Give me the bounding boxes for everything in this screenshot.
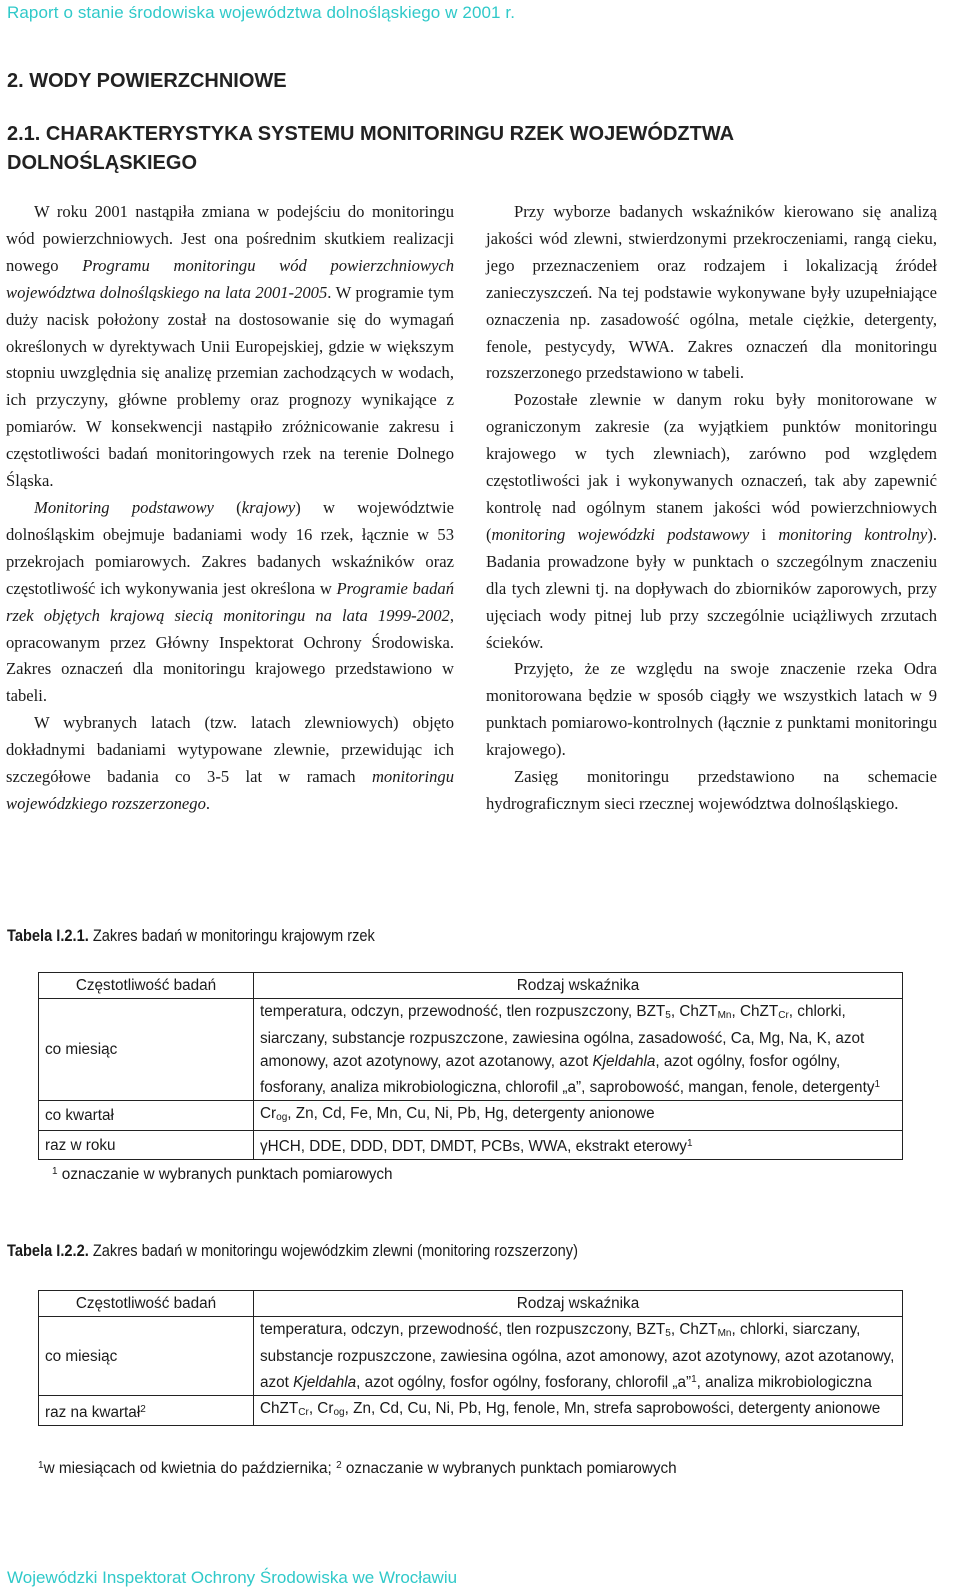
table-row — [39, 999, 903, 1101]
table1-caption: Tabela I.2.1. Zakres badań w monitoringu krajowym rzek — [7, 926, 375, 945]
column-header-frequency: Częstotliwość badań — [39, 973, 254, 999]
table-row — [39, 1396, 903, 1426]
indicator-cell: ChZT$_{Cr}$, $Cr_{og}$, Zn, Cd, Cu, Ni, Pb, Hg, fenole, Mn, strefa saprobowości, detergenty anionowe — [254, 1396, 903, 1426]
left-text-column — [6, 199, 454, 818]
column-header-indicator: Rodzaj wskaźnika — [254, 1291, 903, 1317]
table-row — [39, 1317, 903, 1396]
paragraph: Zasięg monitoringu przedstawiono na schemacie hydrograficznym sieci rzecznej województwa dolnośląskiego. — [486, 767, 937, 813]
running-header: Raport o stanie środowiska województwa dolnośląskiego w 2001 r. — [7, 3, 516, 22]
paragraph: Przyjęto, że ze względu na swoje znaczenie rzeka Odra monitorowana będzie w sposób ciągły we wszystkich latach w 9 punktach pomiarowo-kontrolnych (łącznie z punktami monitoringu krajowego). — [486, 659, 937, 760]
section-title: 2.1. CHARAKTERYSTYKA SYSTEMU MONITORINGU RZEK WOJEWÓDZTWA DOLNOŚLĄSKIEGO — [7, 123, 734, 174]
table-header-row — [39, 973, 903, 999]
indicator-cell: γHCH, DDE, DDD, DDT, DMDT, PCBs, WWA, ekstrakt eterowy$^1$ — [254, 1131, 903, 1160]
chapter-title: 2. WODY POWIERZCHNIOWE — [7, 70, 287, 92]
paragraph: Pozostałe zlewnie w danym roku były monitorowane w ograniczonym zakresie (za wyjątkiem punktów monitoringu krajowego w tych zlewniach), zarówno pod względem częstotliwości jak i wykonywanych oznaczeń, tak aby zapewnić kontrolę nad ogólnym stanem jakości wód powierzchniowych (monitoring wojewódzki podstawowy i monitoring kontrolny). Badania prowadzone były w punktach o szczególnym znaczeniu dla tych zlewni tj. na dopływach do zbiorników zaporowych, przy ujęciach wody pitnej lub przy szczególnie uciążliwych zrzutach ścieków. — [486, 390, 937, 652]
table-header-row — [39, 1291, 903, 1317]
column-header-frequency: Częstotliwość badań — [39, 1291, 254, 1317]
right-text-column — [486, 199, 937, 818]
indicator-cell: temperatura, odczyn, przewodność, tlen rozpuszczony, $BZT_5$, ChZT$_{Mn}$, ChZT$_{Cr}$, chlorki, siarczany, substancje rozpuszczone, zawiesina ogólna, zasadowość, Ca, Mg, Na, K, azot amonowy, azot azotynowy, azot azotanowy, azot Kjeldahla, azot ogólny, fosfor ogólny, fosforany, analiza mikrobiologiczna, chlorofil „a”, saprobowość, mangan, fenole, detergenty$^1$ — [254, 999, 903, 1101]
table-row — [39, 1101, 903, 1131]
frequency-cell: co miesiąc — [39, 1317, 254, 1396]
table-row — [39, 1131, 903, 1160]
indicator-cell: $Cr_{og}$, Zn, Cd, Fe, Mn, Cu, Ni, Pb, Hg, detergenty anionowe — [254, 1101, 903, 1131]
table2-footnote: $^1$w miesiącach od kwietnia do października; $^2$ oznaczanie w wybranych punktach pomiarowych — [38, 1460, 677, 1477]
paragraph: Przy wyborze badanych wskaźników kierowano się analizą jakości wód zlewni, stwierdzonymi przekroczeniami, rangą cieku, jego przeznaczeniem oraz rodzajem i lokalizacją źródeł zanieczyszczeń. Na tej podstawie wykonywane były uzupełniające oznaczenia np. zasadowość ogólna, metale ciężkie, detergenty, fenole, pestycydy, WWA. Zakres oznaczeń dla monitoringu rozszerzonego przedstawiono w tabeli. — [486, 202, 937, 383]
indicator-cell: temperatura, odczyn, przewodność, tlen rozpuszczony, $BZT_5$, ChZT$_{Mn}$, chlorki, siarczany, substancje rozpuszczone, zawiesina ogólna, azot amonowy, azot azotynowy, azot azotanowy, azot Kjeldahla, azot ogólny, fosfor ogólny, fosforany, chlorofil „a”$^1$, analiza mikrobiologiczna — [254, 1317, 903, 1396]
page-footer: Wojewódzki Inspektorat Ochrony Środowiska we Wrocławiu — [7, 1568, 458, 1587]
paragraph: W wybranych latach (tzw. latach zlewniowych) objęto dokładnymi badaniami wytypowane zlewnie, przewidując ich szczegółowe badania co 3-5 lat w ramach monitoringu wojewódzkiego rozszerzonego. — [6, 713, 454, 813]
table1 — [38, 972, 903, 1160]
frequency-cell: raz w roku — [39, 1131, 254, 1160]
table1-footnote: $^1$ oznaczanie w wybranych punktach pomiarowych — [52, 1166, 393, 1183]
table2 — [38, 1290, 903, 1426]
paragraph: W roku 2001 nastąpiła zmiana w podejściu do monitoringu wód powierzchniowych. Jest ona pośrednim skutkiem realizacji nowego Programu monitoringu wód powierzchniowych województwa dolnośląskiego na lata 2001-2005. W programie tym duży nacisk położony został na dostosowanie się do wymagań określonych w dyrektywach Unii Europejskiej, gdzie w większym stopniu uwzględnia się analizę przemian zachodzących w wodach, ich przyczyny, główne problemy oraz prognozy wynikające z pomiarów. W konsekwencji nastąpiło zróżnicowanie zakresu i częstotliwości badań monitoringowych rzek na terenie Dolnego Śląska. — [6, 202, 455, 491]
table2-caption: Tabela I.2.2. Zakres badań w monitoringu wojewódzkim zlewni (monitoring rozszerzony) — [7, 1241, 578, 1260]
frequency-cell: raz na kwartał$^2$ — [39, 1396, 254, 1426]
frequency-cell: co kwartał — [39, 1101, 254, 1131]
frequency-cell: co miesiąc — [39, 999, 254, 1101]
paragraph: Monitoring podstawowy (krajowy) w województwie dolnośląskim obejmuje badaniami wody 16 rzek, łącznie w 53 przekrojach pomiarowych. Zakres badanych wskaźników oraz częstotliwość ich wykonywania jest określona w Programie badań rzek objętych krajową siecią monitoringu na lata 1999-2002, opracowanym przez Główny Inspektorat Ochrony Środowiska. Zakres oznaczeń dla monitoringu krajowego przedstawiono w tabeli. — [6, 497, 455, 706]
column-header-indicator: Rodzaj wskaźnika — [254, 973, 903, 999]
